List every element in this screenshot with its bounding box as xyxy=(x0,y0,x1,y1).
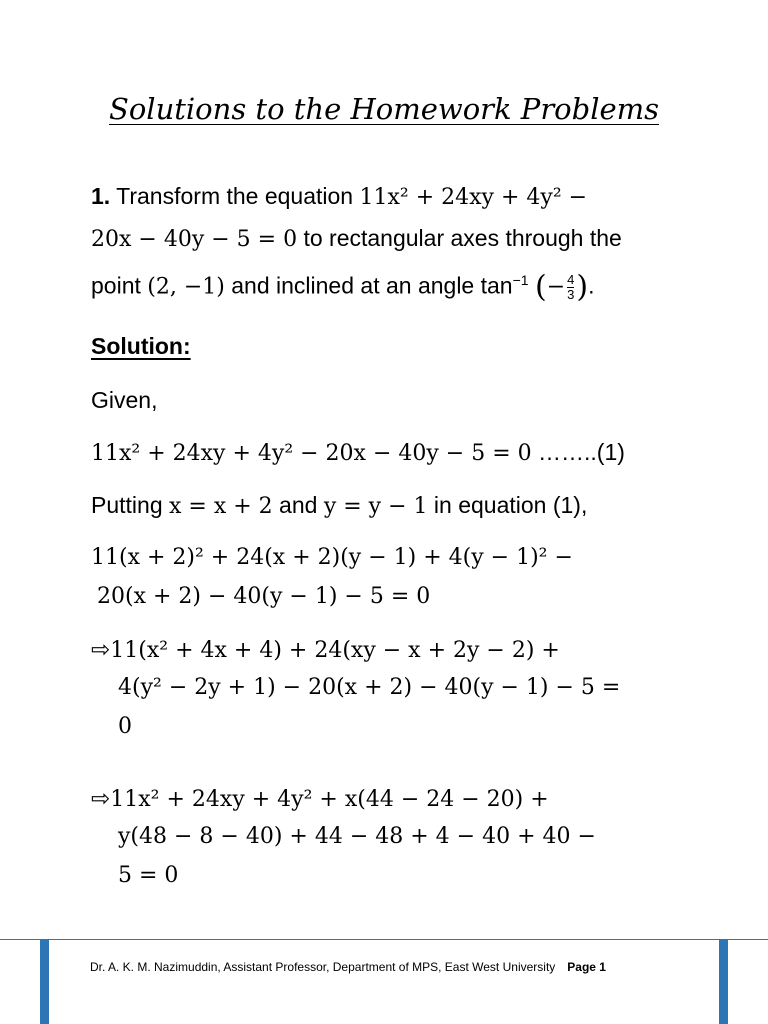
problem-line-2 xyxy=(91,224,622,254)
problem-text: Transform the equation xyxy=(110,183,360,209)
page-title: Solutions to the Homework Problems xyxy=(108,92,660,126)
tan-function: tan xyxy=(480,272,513,299)
footer-bar-left xyxy=(40,940,49,1024)
substitution-y: y = y − 1 xyxy=(323,494,428,519)
fraction-numerator: 4 xyxy=(567,272,575,288)
step-2-line-2: 4(y² − 2y + 1) − 20(x + 2) − 40(y − 1) − 5 = xyxy=(118,675,621,700)
fraction xyxy=(567,273,574,302)
substitution-x: x = x + 2 xyxy=(169,494,273,519)
equation-1 xyxy=(91,438,625,468)
problem-text-3a: point xyxy=(91,272,148,299)
problem-number: 1. xyxy=(91,183,111,209)
equation-1-tag: ……..(1) xyxy=(531,439,625,465)
step-3-line-3: 5 = 0 xyxy=(118,863,179,888)
step-2-line-3: 0 xyxy=(118,714,132,739)
fraction-sign: − xyxy=(546,274,566,300)
problem-text-3b: and inclined at an angle xyxy=(224,272,481,299)
footer-author: Dr. A. K. M. Nazimuddin, Assistant Professor, Department of MPS, East West University xyxy=(90,960,556,974)
implies-arrow-icon: ⇨ xyxy=(91,636,111,662)
point-value: (2, −1) xyxy=(147,274,225,300)
step-2-expr-1: 11(x² + 4x + 4) + 24(xy − x + 2y − 2) + xyxy=(110,638,560,663)
step-1-line-2: 20(x + 2) − 40(y − 1) − 5 = 0 xyxy=(97,584,431,609)
tan-exponent: −1 xyxy=(512,272,529,288)
step-3-line-2: y(48 − 8 − 40) + 44 − 48 + 4 − 40 + 40 − xyxy=(118,824,596,849)
problem-line-1 xyxy=(91,182,587,212)
given-label: Given, xyxy=(91,387,158,413)
solution-heading: Solution: xyxy=(91,333,191,359)
footer xyxy=(90,960,606,974)
putting-text: Putting xyxy=(91,492,169,518)
and-text: and xyxy=(272,492,324,518)
problem-equation-part1: 11x² + 24xy + 4y² − xyxy=(359,185,588,210)
problem-line-3 xyxy=(91,266,595,305)
problem-equation-part2: 20x − 40y − 5 = 0 xyxy=(91,227,298,252)
paren-open: ( xyxy=(534,269,547,305)
implies-arrow-icon: ⇨ xyxy=(91,785,111,811)
equation-1-expr: 11x² + 24xy + 4y² − 20x − 40y − 5 = 0 xyxy=(91,441,532,466)
problem-text-2: to rectangular axes through the xyxy=(297,225,622,251)
page-number: Page 1 xyxy=(567,960,606,974)
footer-rule xyxy=(0,939,768,940)
paren-close: ) xyxy=(576,269,589,305)
step-2-line-1 xyxy=(91,635,560,665)
substitution-line xyxy=(91,491,587,521)
step-3-expr-1: 11x² + 24xy + 4y² + x(44 − 24 − 20) + xyxy=(110,787,549,812)
in-equation-text: in equation (1), xyxy=(427,492,588,518)
footer-bar-right xyxy=(719,940,728,1024)
step-1-line-1: 11(x + 2)² + 24(x + 2)(y − 1) + 4(y − 1)² − xyxy=(91,545,573,570)
step-3-line-1 xyxy=(91,784,549,814)
sentence-end: . xyxy=(588,272,595,299)
fraction-denominator: 3 xyxy=(567,287,575,303)
